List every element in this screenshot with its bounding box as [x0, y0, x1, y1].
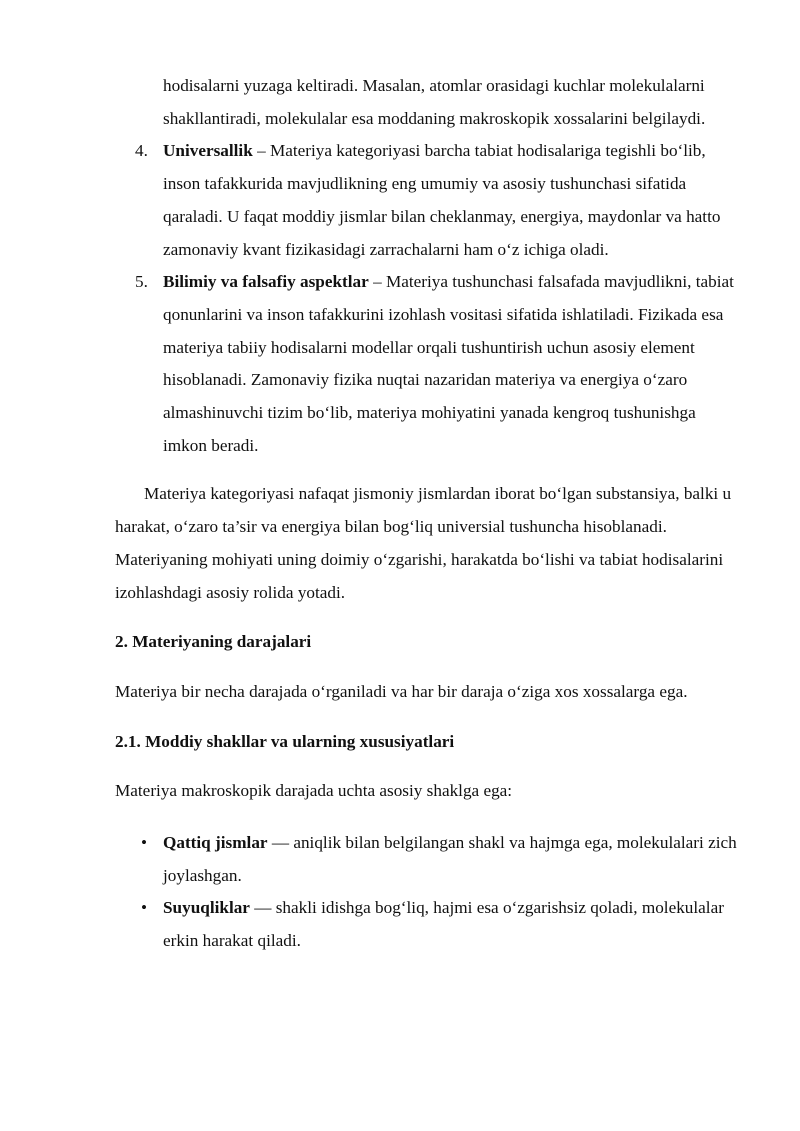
list-item-term: Universallik: [163, 141, 253, 161]
list-item-bilimiy-va-falsafiy-aspektlar: [115, 266, 742, 462]
bullet-text: — shakli idishga bog‘liq, hajmi esa o‘zgarishsiz qoladi, molekulalar erkin harakat qiladi.: [163, 898, 724, 951]
section-heading: 2. Materiyaning darajalari: [115, 632, 312, 652]
subsection-intro: Materiya makroskopik darajada uchta asosiy shaklga ega:: [115, 781, 513, 801]
summary-paragraph: Materiya kategoriyasi nafaqat jismoniy jismlardan iborat bo‘lgan substansiya, balki u harakat, o‘zaro ta’sir va energiya bilan bog‘liq universial tushuncha hisoblanadi. Materiyaning mohiyati uning doimiy o‘zgarishi, harakatda bo‘lishi va tabiat hodisalarini izohlashdagi asosiy rolida yotadi.: [115, 484, 732, 602]
bullet-term: Suyuqliklar: [163, 898, 250, 918]
bullet-item-suyuqliklar: [115, 892, 742, 957]
list-item-number: 5.: [135, 272, 148, 292]
bullet-list: [115, 827, 742, 958]
bullet-icon: •: [141, 898, 148, 918]
bullet-text: — aniqlik bilan belgilangan shakl va hajmga ega, molekulalari zich joylashgan.: [163, 833, 737, 885]
section-intro: Materiya bir necha darajada o‘rganiladi va har bir daraja o‘ziga xos xossalarga ega.: [115, 681, 688, 701]
list-item-text: – Materiya kategoriyasi barcha tabiat hodisalariga tegishli bo‘lib, inson tafakkurida mavjudlikning eng umumiy va asosiy tushunchasi sifatida qaraladi. U faqat moddiy jismlar bilan cheklanmay, energiya, maydonlar va hatto zamonaviy kvant fizikasidagi zarrachalarni ham o‘z ichiga oladi.: [163, 141, 721, 259]
bullet-term: Qattiq jismlar: [163, 833, 268, 853]
bullet-item-qattiq-jismlar: [115, 827, 742, 892]
subsection-heading: 2.1. Moddiy shakllar va ularning xususiyatlari: [115, 731, 455, 751]
list-item-number: 4.: [135, 141, 148, 161]
list-item-term: Bilimiy va falsafiy aspektlar: [163, 272, 369, 292]
bullet-icon: •: [141, 833, 148, 853]
numbered-list: [115, 135, 742, 462]
list-item-universallik: [115, 135, 742, 266]
list-item-text: – Materiya tushunchasi falsafada mavjudlikni, tabiat qonunlarini va inson tafakkurini izohlash vositasi sifatida ishlatiladi. Fizikada esa materiya tabiiy hodisalarni modellar orqali tushuntirish uchun asosiy element hisoblanadi. Zamonaviy fizika nuqtai nazaridan materiya va energiya o‘zaro almashinuvchi tizim bo‘lib, materiya mohiyatini yanada kengroq tushunishga imkon beradi.: [163, 272, 734, 455]
continuation-text: hodisalarni yuzaga keltiradi. Masalan, atomlar orasidagi kuchlar molekulalarni shakllantiradi, molekulalar esa moddaning makroskopik xossalarini belgilaydi.: [163, 76, 706, 128]
